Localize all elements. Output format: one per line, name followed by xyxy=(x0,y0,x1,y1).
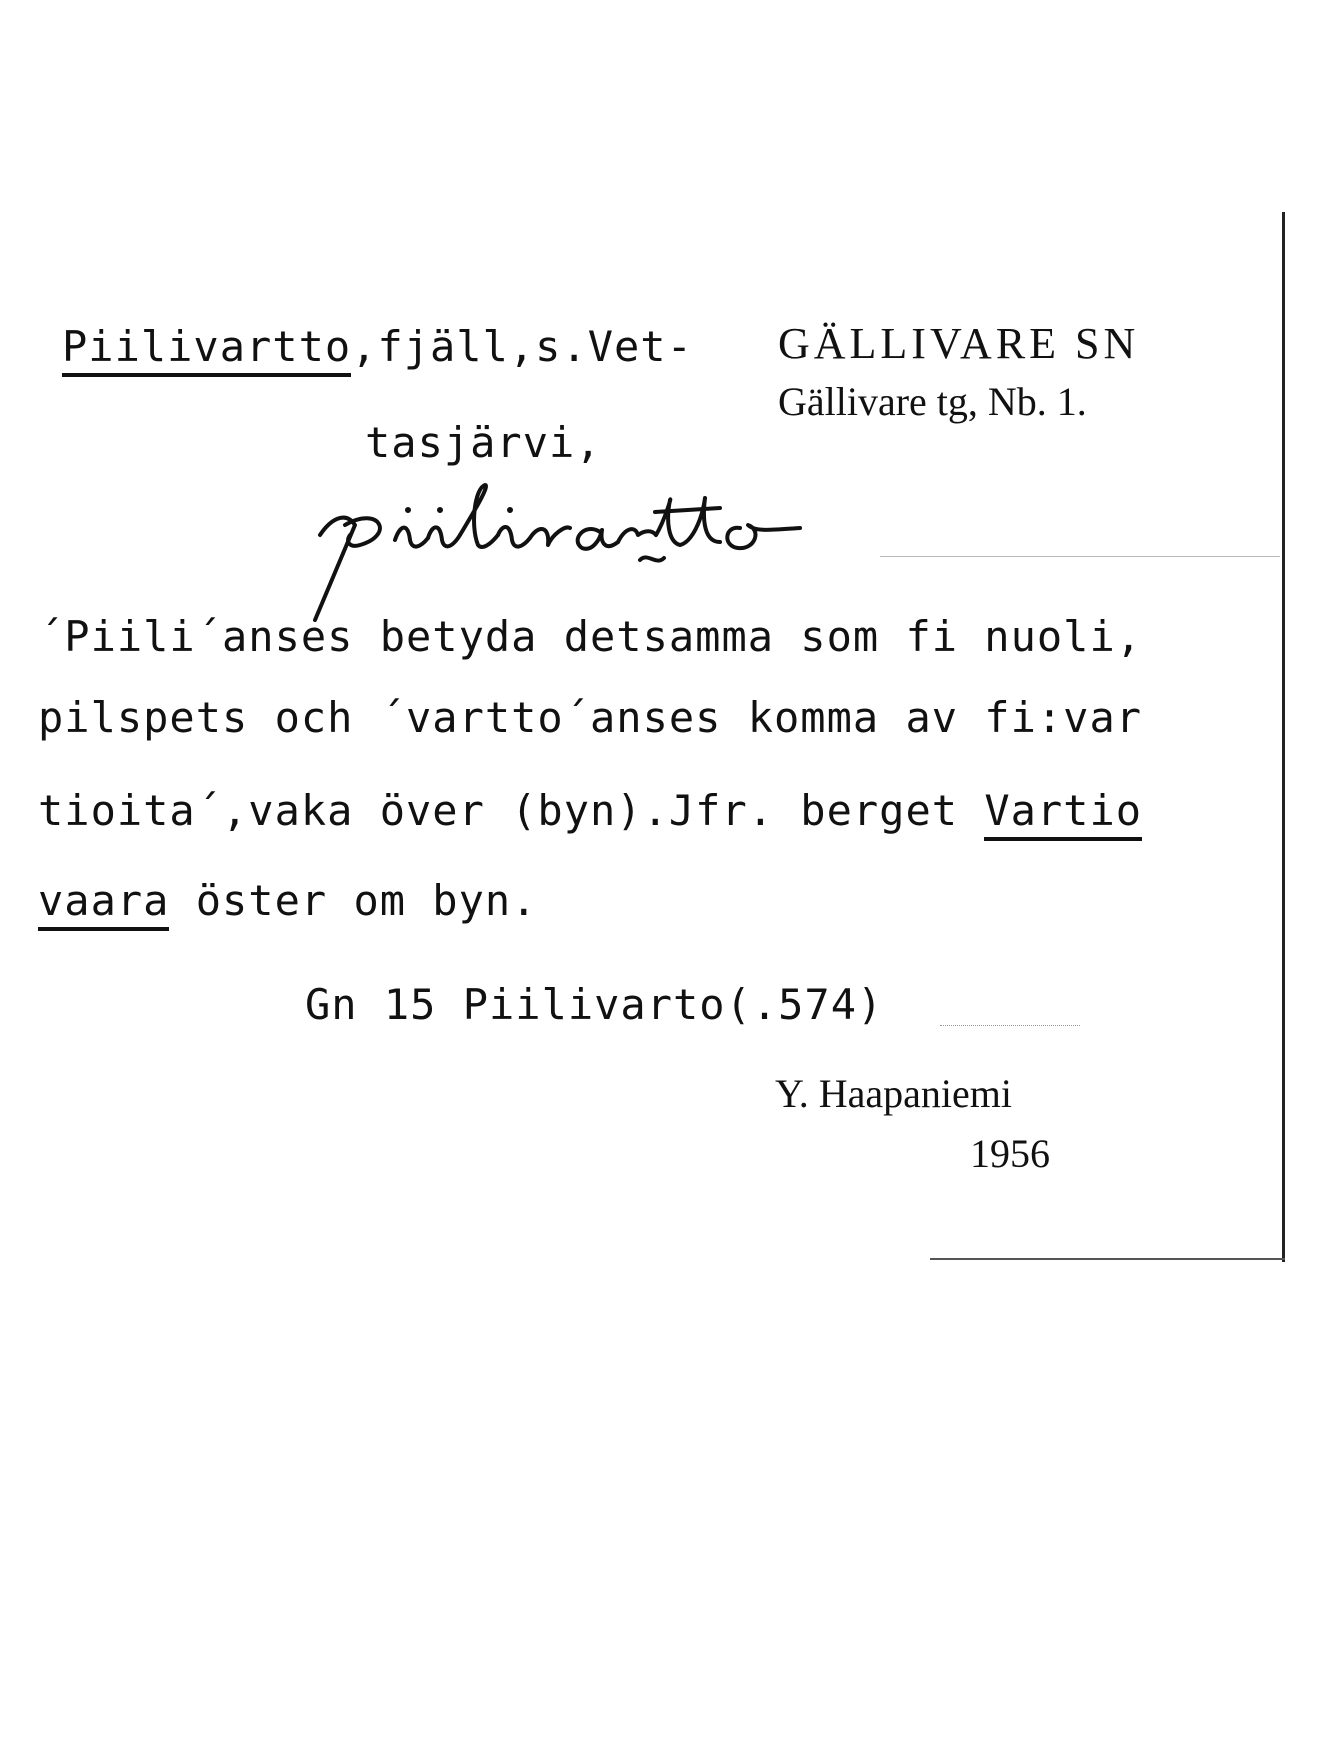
heading-rest: ,fjäll,s.Vet- xyxy=(351,322,693,371)
heading-line-2: tasjärvi, xyxy=(365,418,602,467)
year: 1956 xyxy=(970,1131,1050,1176)
map-reference: Gn 15 Piilivarto(.574) xyxy=(305,980,884,1029)
dotted-line xyxy=(940,1025,1080,1027)
body-line-2: pilspets och ´vartto´anses komma av fi:var xyxy=(38,693,1143,742)
parish-name: GÄLLIVARE SN xyxy=(778,319,1140,368)
headword: Piilivartto xyxy=(62,322,351,377)
handwritten-pronunciation xyxy=(300,480,940,630)
fold-line xyxy=(880,556,1280,557)
body-line-4-text: öster om byn. xyxy=(169,876,538,925)
body-line-1: ´Piili´anses betyda detsamma som fi nuoli, xyxy=(38,612,1143,661)
body-line-3-text: tioita´,vaka över (byn).Jfr. berget xyxy=(38,786,985,835)
heading-line-1 xyxy=(62,322,693,371)
vaara-link: vaara xyxy=(38,876,169,931)
card-right-edge xyxy=(1282,212,1285,1262)
vartio-link: Vartio xyxy=(984,786,1142,841)
author: Y. Haapaniemi xyxy=(775,1071,1012,1116)
card-bottom-edge xyxy=(930,1258,1285,1260)
district-name: Gällivare tg, Nb. 1. xyxy=(778,379,1087,424)
body-line-3 xyxy=(38,786,1142,835)
body-line-4 xyxy=(38,876,537,925)
